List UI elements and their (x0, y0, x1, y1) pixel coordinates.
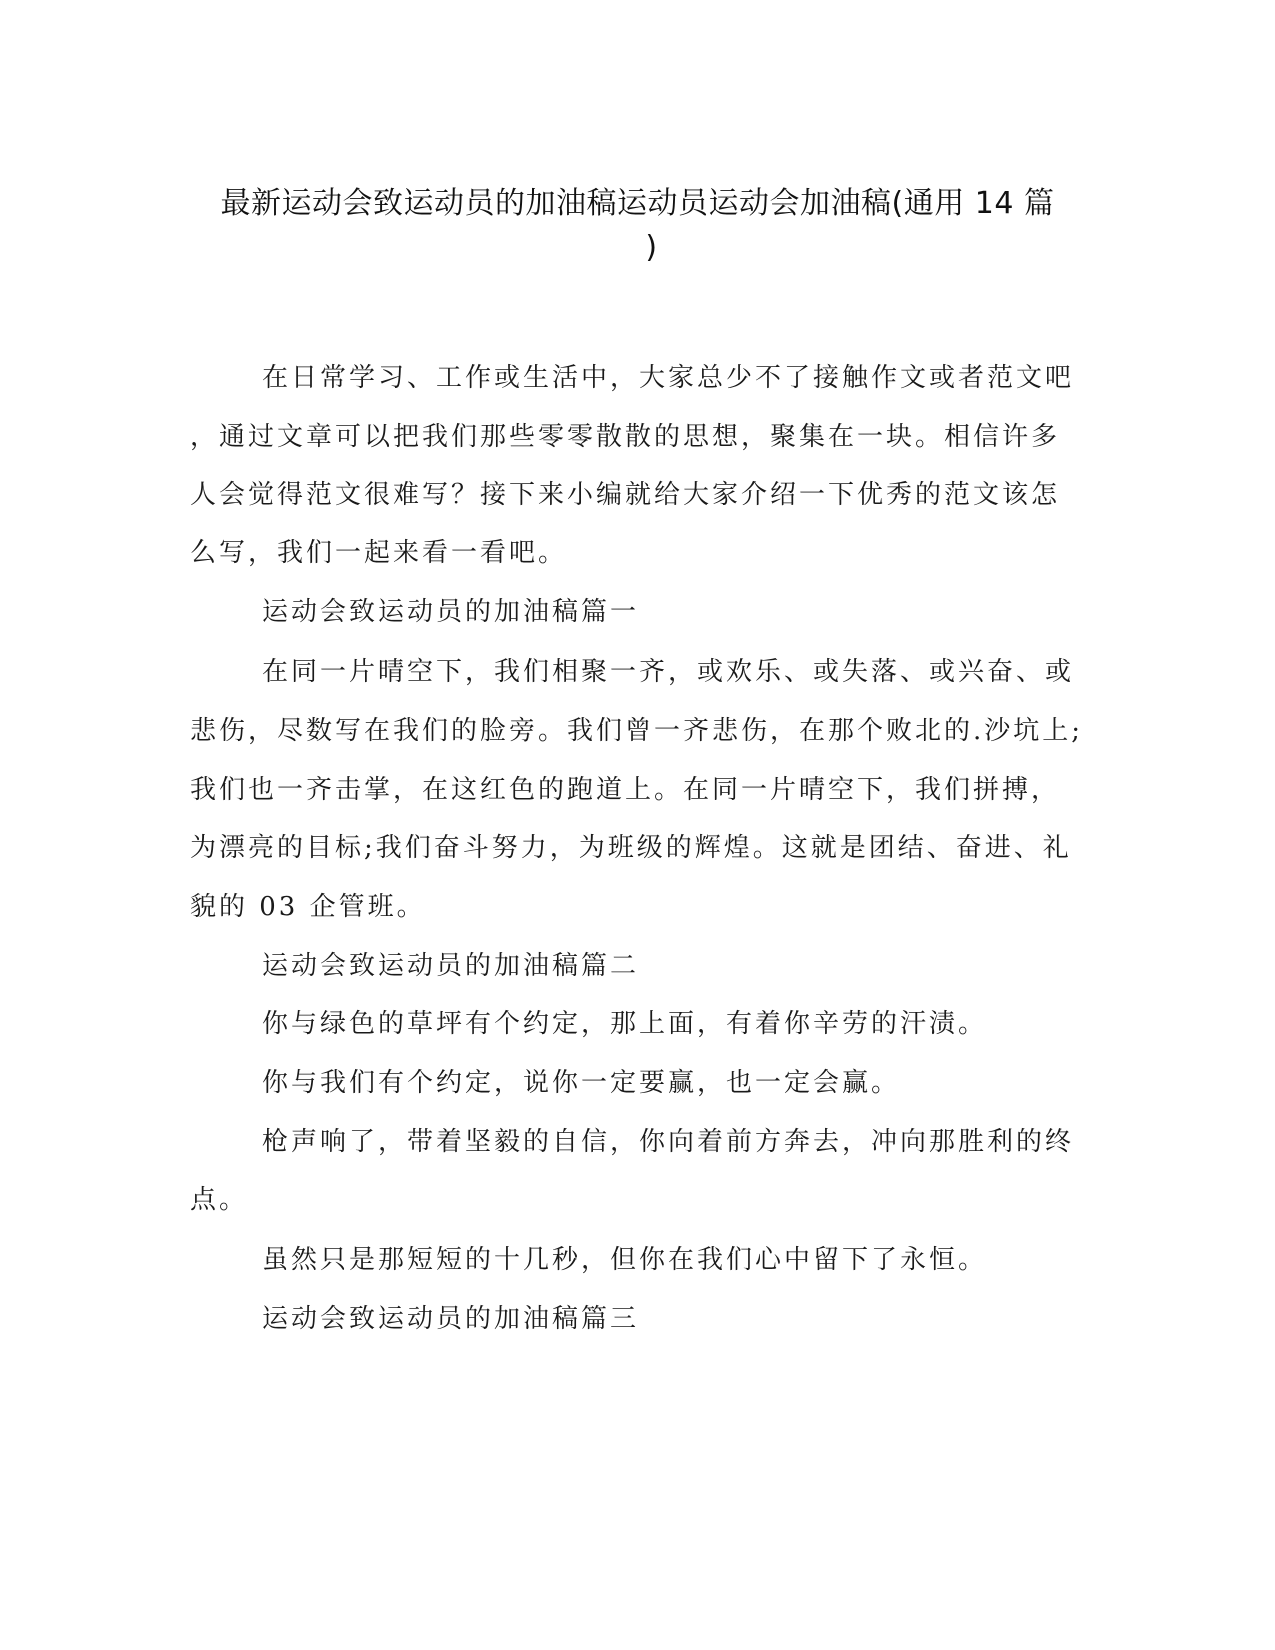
title-line-1: 最新运动会致运动员的加油稿运动员运动会加油稿(通用 14 篇 (220, 186, 1055, 221)
paragraph-line: 点。 (190, 1185, 249, 1215)
paragraph-line: ，通过文章可以把我们那些零零散散的思想，聚集在一块。相信许多 (190, 422, 1061, 452)
section-heading-1: 运动会致运动员的加油稿篇一 (262, 597, 640, 627)
paragraph-line: 为漂亮的目标;我们奋斗努力，为班级的辉煌。这就是团结、奋进、礼 (190, 833, 1072, 863)
paragraph-line: 枪声响了，带着坚毅的自信，你向着前方奔去，冲向那胜利的终 (262, 1127, 1075, 1157)
paragraph-line: 你与我们有个约定，说你一定要赢，也一定会赢。 (262, 1068, 901, 1098)
section-heading-3: 运动会致运动员的加油稿篇三 (262, 1304, 640, 1334)
paragraph-line: 你与绿色的草坪有个约定，那上面，有着你辛劳的汗渍。 (262, 1009, 988, 1039)
paragraph-line: 貌的 03 企管班。 (190, 892, 426, 922)
paragraph-line: 么写，我们一起来看一看吧。 (190, 538, 568, 568)
paragraph-line: 悲伤，尽数写在我们的脸旁。我们曾一齐悲伤，在那个败北的.沙坑上; (190, 716, 1084, 746)
document-title (150, 182, 1125, 270)
paragraph-line: 在同一片晴空下，我们相聚一齐，或欢乐、或失落、或兴奋、或 (262, 657, 1075, 687)
paragraph-line: 人会觉得范文很难写？接下来小编就给大家介绍一下优秀的范文该怎 (190, 480, 1061, 510)
paragraph-line: 在日常学习、工作或生活中，大家总少不了接触作文或者范文吧 (262, 363, 1075, 393)
paragraph-line: 我们也一齐击掌，在这红色的跑道上。在同一片晴空下，我们拼搏， (190, 775, 1061, 805)
title-line-2: ) (645, 230, 658, 265)
paragraph-line: 虽然只是那短短的十几秒，但你在我们心中留下了永恒。 (262, 1245, 988, 1275)
section-heading-2: 运动会致运动员的加油稿篇二 (262, 951, 640, 981)
